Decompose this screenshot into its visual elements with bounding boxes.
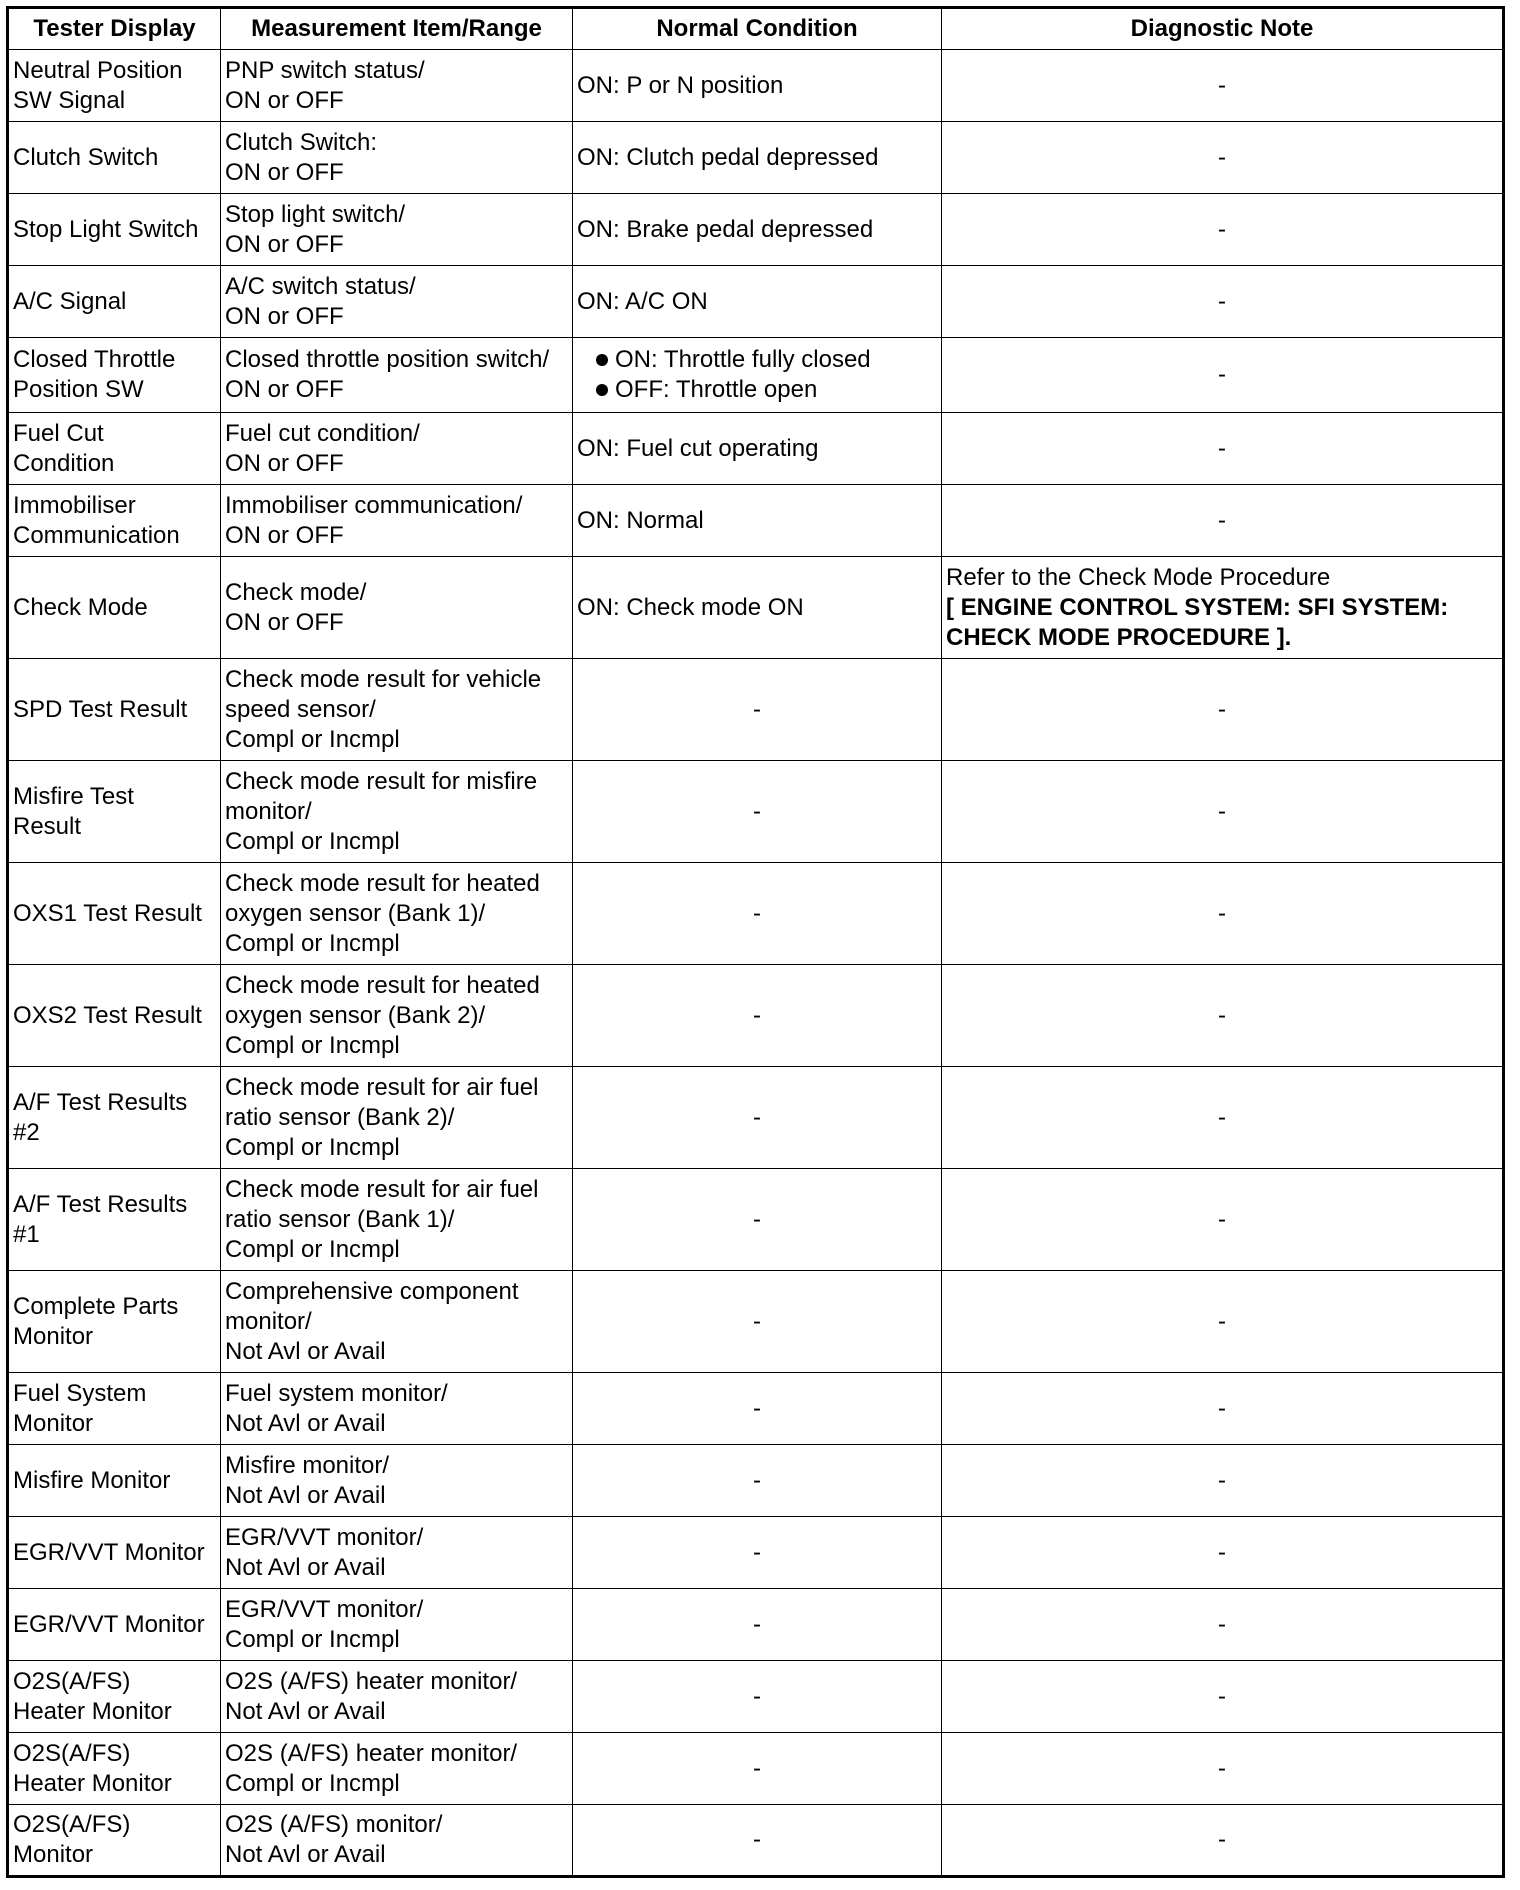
normal-condition-cell: - (573, 1733, 942, 1805)
measurement-cell: Check mode result for heated oxygen sensor (Bank 2)/ Compl or Incmpl (221, 965, 573, 1067)
tester-display-cell: SPD Test Result (8, 659, 221, 761)
table-row (8, 965, 1504, 1067)
normal-condition-cell: ON: Clutch pedal depressed (573, 122, 942, 194)
measurement-cell: O2S (A/FS) monitor/ Not Avl or Avail (221, 1805, 573, 1877)
bullet-item: OFF: Throttle open (577, 375, 937, 405)
measurement-cell: Clutch Switch: ON or OFF (221, 122, 573, 194)
measurement-cell: Immobiliser communication/ ON or OFF (221, 485, 573, 557)
normal-condition-cell: - (573, 1169, 942, 1271)
diagnostic-note-cell: - (942, 1373, 1504, 1445)
tester-display-cell: Misfire Test Result (8, 761, 221, 863)
table-row (8, 1067, 1504, 1169)
table-row (8, 413, 1504, 485)
measurement-cell: Closed throttle position switch/ ON or OFF (221, 338, 573, 413)
tester-display-cell: OXS1 Test Result (8, 863, 221, 965)
normal-condition-cell: ON: P or N position (573, 50, 942, 122)
measurement-cell: PNP switch status/ ON or OFF (221, 50, 573, 122)
measurement-cell: Check mode/ ON or OFF (221, 557, 573, 659)
table-row (8, 1373, 1504, 1445)
tester-display-cell: Immobiliser Communication (8, 485, 221, 557)
normal-condition-cell: - (573, 1373, 942, 1445)
measurement-cell: Check mode result for misfire monitor/ Compl or Incmpl (221, 761, 573, 863)
tester-display-cell: A/F Test Results #2 (8, 1067, 221, 1169)
diagnostic-note-cell: - (942, 1517, 1504, 1589)
diagnostic-note-cell: - (942, 965, 1504, 1067)
measurement-cell: Check mode result for air fuel ratio sensor (Bank 1)/ Compl or Incmpl (221, 1169, 573, 1271)
diagnostic-note-cell: - (942, 1589, 1504, 1661)
normal-condition-cell: - (573, 1271, 942, 1373)
check-mode-note-text: Refer to the Check Mode Procedure (946, 563, 1331, 591)
normal-condition-cell: - (573, 965, 942, 1067)
normal-condition-cell: ON: A/C ON (573, 266, 942, 338)
header-measurement-item: Measurement Item/Range (221, 8, 573, 50)
diagnostic-note-cell: - (942, 1169, 1504, 1271)
normal-condition-cell (573, 338, 942, 413)
table-row (8, 338, 1504, 413)
diagnostic-note-cell: - (942, 50, 1504, 122)
table-row (8, 1661, 1504, 1733)
tester-display-cell: Check Mode (8, 557, 221, 659)
tester-display-cell: OXS2 Test Result (8, 965, 221, 1067)
tester-display-cell: Misfire Monitor (8, 1445, 221, 1517)
table-row (8, 1445, 1504, 1517)
measurement-cell: Misfire monitor/ Not Avl or Avail (221, 1445, 573, 1517)
normal-condition-cell: - (573, 761, 942, 863)
table-row (8, 1733, 1504, 1805)
table-row (8, 1271, 1504, 1373)
diagnostic-note-cell: - (942, 1661, 1504, 1733)
tester-display-cell: EGR/VVT Monitor (8, 1589, 221, 1661)
diagnostic-note-cell (942, 557, 1504, 659)
header-tester-display: Tester Display (8, 8, 221, 50)
tester-display-cell: Stop Light Switch (8, 194, 221, 266)
normal-condition-cell: - (573, 1445, 942, 1517)
diagnostic-note-cell: - (942, 1445, 1504, 1517)
table-row (8, 266, 1504, 338)
normal-condition-cell: - (573, 1805, 942, 1877)
normal-condition-cell: ON: Check mode ON (573, 557, 942, 659)
measurement-cell: Fuel cut condition/ ON or OFF (221, 413, 573, 485)
normal-condition-list (577, 345, 937, 405)
normal-condition-cell: - (573, 1661, 942, 1733)
diagnostic-note-cell: - (942, 1271, 1504, 1373)
diagnostic-note-cell: - (942, 1805, 1504, 1877)
tester-display-cell: Fuel System Monitor (8, 1373, 221, 1445)
measurement-cell: EGR/VVT monitor/ Not Avl or Avail (221, 1517, 573, 1589)
measurement-cell: EGR/VVT monitor/ Compl or Incmpl (221, 1589, 573, 1661)
tester-display-cell: O2S(A/FS) Heater Monitor (8, 1661, 221, 1733)
diagnostic-note-cell: - (942, 485, 1504, 557)
diagnostic-note-cell: - (942, 1733, 1504, 1805)
measurement-cell: Stop light switch/ ON or OFF (221, 194, 573, 266)
measurement-cell: Fuel system monitor/ Not Avl or Avail (221, 1373, 573, 1445)
diagnostic-note-cell: - (942, 659, 1504, 761)
measurement-cell: Check mode result for air fuel ratio sensor (Bank 2)/ Compl or Incmpl (221, 1067, 573, 1169)
normal-condition-cell: - (573, 1589, 942, 1661)
table-row (8, 557, 1504, 659)
normal-condition-cell: ON: Normal (573, 485, 942, 557)
diagnostic-note-cell: - (942, 266, 1504, 338)
tester-display-cell: A/F Test Results #1 (8, 1169, 221, 1271)
table-row (8, 122, 1504, 194)
table-row (8, 194, 1504, 266)
normal-condition-cell: - (573, 1067, 942, 1169)
tester-display-cell: O2S(A/FS) Heater Monitor (8, 1733, 221, 1805)
normal-condition-cell: - (573, 863, 942, 965)
diagnostic-note-cell: - (942, 1067, 1504, 1169)
normal-condition-cell: - (573, 659, 942, 761)
table-header-row (8, 8, 1504, 50)
diagnostic-note-cell: - (942, 122, 1504, 194)
diagnostic-data-table (6, 6, 1505, 1878)
measurement-cell: Comprehensive component monitor/ Not Avl or Avail (221, 1271, 573, 1373)
table-row (8, 485, 1504, 557)
tester-display-cell: EGR/VVT Monitor (8, 1517, 221, 1589)
diagnostic-note-cell: - (942, 194, 1504, 266)
bullet-item: ON: Throttle fully closed (577, 345, 937, 375)
table-row (8, 1589, 1504, 1661)
tester-display-cell: O2S(A/FS) Monitor (8, 1805, 221, 1877)
normal-condition-cell: ON: Fuel cut operating (573, 413, 942, 485)
normal-condition-cell: - (573, 1517, 942, 1589)
diagnostic-note-cell: - (942, 863, 1504, 965)
tester-display-cell: Clutch Switch (8, 122, 221, 194)
table-row (8, 863, 1504, 965)
tester-display-cell: Neutral Position SW Signal (8, 50, 221, 122)
tester-display-cell: A/C Signal (8, 266, 221, 338)
measurement-cell: O2S (A/FS) heater monitor/ Not Avl or Avail (221, 1661, 573, 1733)
measurement-cell: Check mode result for vehicle speed sensor/ Compl or Incmpl (221, 659, 573, 761)
measurement-cell: O2S (A/FS) heater monitor/ Compl or Incmpl (221, 1733, 573, 1805)
table-row (8, 761, 1504, 863)
tester-display-cell: Complete Parts Monitor (8, 1271, 221, 1373)
table-row (8, 50, 1504, 122)
measurement-cell: Check mode result for heated oxygen sensor (Bank 1)/ Compl or Incmpl (221, 863, 573, 965)
diagnostic-note-cell: - (942, 338, 1504, 413)
table-row (8, 1517, 1504, 1589)
table-row (8, 659, 1504, 761)
table-row (8, 1169, 1504, 1271)
header-normal-condition: Normal Condition (573, 8, 942, 50)
header-diagnostic-note: Diagnostic Note (942, 8, 1504, 50)
diagnostic-note-cell: - (942, 761, 1504, 863)
table-row (8, 1805, 1504, 1877)
normal-condition-cell: ON: Brake pedal depressed (573, 194, 942, 266)
tester-display-cell: Closed Throttle Position SW (8, 338, 221, 413)
diagnostic-note-cell: - (942, 413, 1504, 485)
tester-display-cell: Fuel Cut Condition (8, 413, 221, 485)
check-mode-procedure-link[interactable]: [ ENGINE CONTROL SYSTEM: SFI SYSTEM: CHECK MODE PROCEDURE ]. (946, 593, 1449, 651)
measurement-cell: A/C switch status/ ON or OFF (221, 266, 573, 338)
